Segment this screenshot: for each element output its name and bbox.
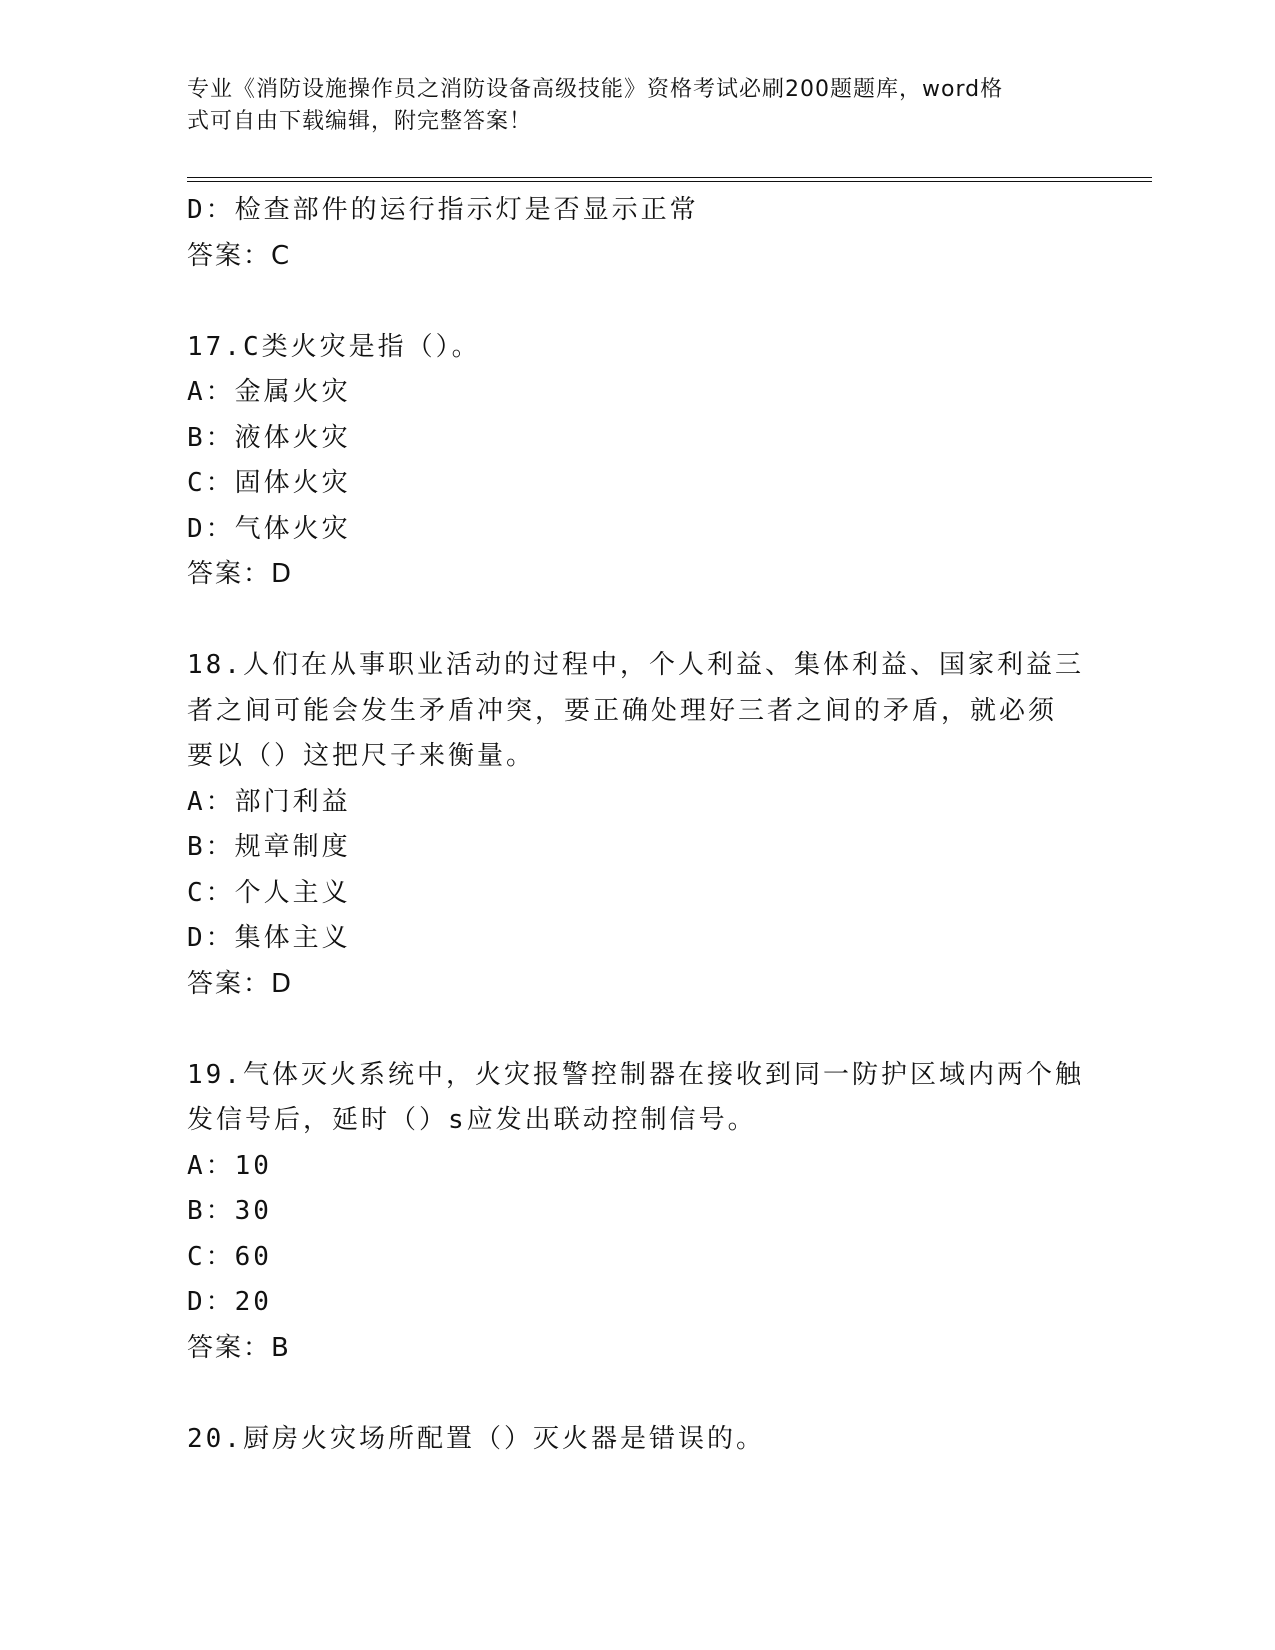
document-header [187, 74, 1067, 138]
question-list [187, 188, 1087, 1462]
option-c: C：固体火灾 [187, 468, 351, 498]
answer: 答案：D [187, 968, 294, 999]
answer: 答案：D [187, 559, 294, 589]
option-d: D：气体火灾 [187, 513, 351, 544]
question-18 [187, 643, 1087, 1007]
option-a: A：金属火灾 [187, 377, 351, 407]
question-20 [187, 1417, 1087, 1463]
question-stem: 20.厨房火灾场所配置（）灭火器是错误的。 [187, 1423, 765, 1454]
option-a: A：10 [187, 1150, 272, 1181]
spacer [187, 598, 1087, 644]
option-b: B：液体火灾 [187, 422, 351, 453]
option-d: D：检查部件的运行指示灯是否显示正常 [187, 195, 699, 225]
header-divider-top [187, 177, 1152, 178]
question-16-tail [187, 188, 1087, 279]
spacer [187, 1371, 1087, 1417]
header-line-1: 专业《消防设施操作员之消防设备高级技能》资格考试必刷200题题库，word格 [187, 77, 1004, 102]
header-divider-bottom [187, 181, 1152, 182]
question-stem-line-2: 发信号后，延时（）s应发出联动控制信号。 [187, 1105, 757, 1135]
option-a: A：部门利益 [187, 786, 351, 817]
question-stem-line-1: 18.人们在从事职业活动的过程中，个人利益、集体利益、国家利益三 [187, 650, 1084, 680]
question-stem-line-3: 要以（）这把尺子来衡量。 [187, 741, 536, 771]
option-c: C：60 [187, 1241, 272, 1272]
answer: 答案：C [187, 240, 292, 271]
question-stem-line-2: 者之间可能会发生矛盾冲突，要正确处理好三者之间的矛盾，就必须 [187, 695, 1058, 726]
option-b: B：规章制度 [187, 832, 351, 862]
spacer [187, 279, 1087, 325]
question-19 [187, 1053, 1087, 1372]
header-line-2: 式可自由下载编辑，附完整答案！ [187, 109, 533, 134]
option-b: B：30 [187, 1196, 272, 1226]
option-d: D：20 [187, 1287, 272, 1317]
question-stem-line-1: 19.气体灭火系统中，火灾报警控制器在接收到同一防护区域内两个触 [187, 1059, 1084, 1090]
spacer [187, 1007, 1087, 1053]
question-stem: 17.C类火灾是指（）。 [187, 331, 481, 362]
question-17 [187, 325, 1087, 598]
option-c: C：个人主义 [187, 877, 351, 908]
answer: 答案：B [187, 1332, 291, 1363]
option-d: D：集体主义 [187, 923, 351, 953]
